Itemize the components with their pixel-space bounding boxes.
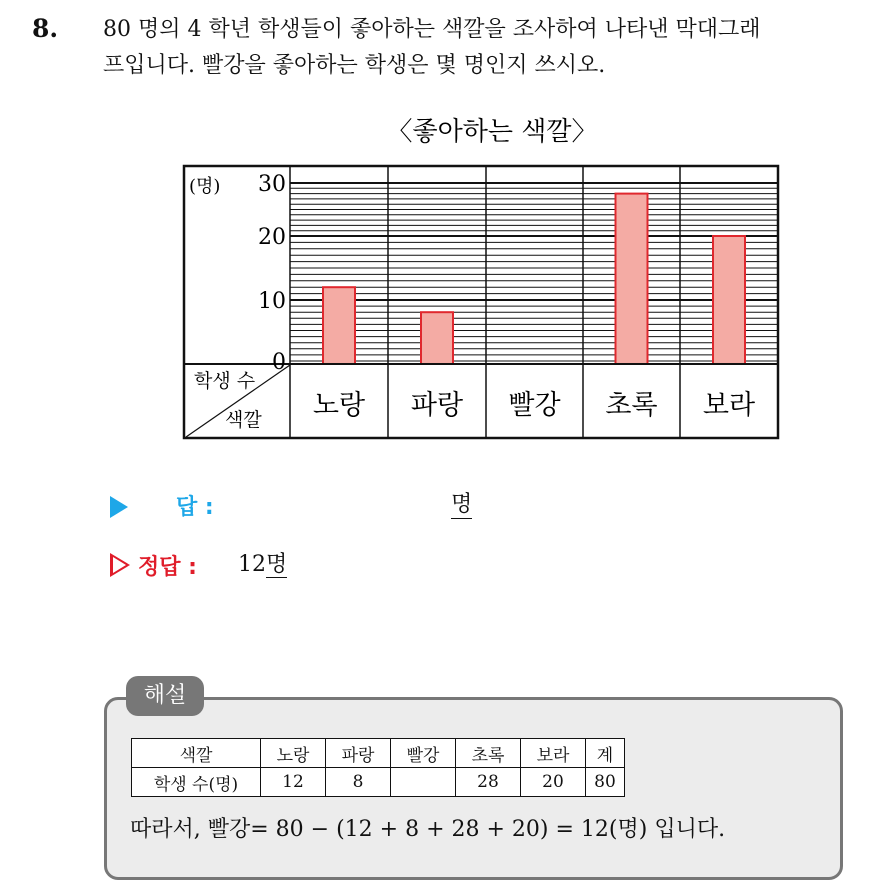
table-cell: 8 <box>326 768 391 797</box>
corner-bottom-label: 색깔 <box>225 409 262 431</box>
table-cell: 80 <box>586 768 625 797</box>
bar-5 <box>713 236 745 364</box>
y-tick-label: 10 <box>258 289 286 314</box>
explanation-table <box>131 738 625 797</box>
category-label: 파랑 <box>410 390 464 421</box>
y-tick-label: 20 <box>258 225 286 250</box>
bar-1 <box>323 287 355 364</box>
explanation-formula: 따라서, 빨강= 80 − (12 + 8 + 28 + 20) = 12(명) 입니다. <box>130 817 726 842</box>
y-tick-label: 30 <box>258 172 286 197</box>
y-tick-label: 0 <box>272 350 286 375</box>
y-unit-label: (명) <box>189 176 221 197</box>
table-cell: 20 <box>521 768 586 797</box>
chart-title: 〈좋아하는 색깔〉 <box>386 117 598 147</box>
explanation-tab: 해설 <box>126 676 204 716</box>
category-label: 보라 <box>702 390 756 421</box>
table-cell: 빨강 <box>391 739 456 768</box>
table-cell: 계 <box>586 739 625 768</box>
category-label: 초록 <box>605 390 658 421</box>
explanation-value-row <box>132 768 625 797</box>
question-number: 8. <box>32 14 59 43</box>
y-tick-labels <box>258 172 286 375</box>
table-cell: 파랑 <box>326 739 391 768</box>
table-cell: 28 <box>456 768 521 797</box>
table-cell: 노랑 <box>261 739 326 768</box>
correct-answer <box>238 552 287 578</box>
correct-label: 정답 : <box>138 555 197 580</box>
answer-unit[interactable]: 명 <box>451 492 473 517</box>
explanation-header-row <box>132 739 625 768</box>
category-label: 빨강 <box>508 390 561 421</box>
table-cell: 보라 <box>521 739 586 768</box>
chart-grid <box>290 183 778 361</box>
correct-arrow-icon <box>110 553 130 577</box>
table-cell: 학생 수(명) <box>132 768 261 797</box>
answer-arrow-icon <box>110 496 128 518</box>
question-line-2: 프입니다. 빨강을 좋아하는 학생은 몇 명인지 쓰시오. <box>103 53 606 78</box>
table-cell: 초록 <box>456 739 521 768</box>
chart-bars <box>323 194 745 364</box>
table-cell: 12 <box>261 768 326 797</box>
bar-4 <box>616 194 648 364</box>
category-label: 노랑 <box>312 390 366 421</box>
category-labels <box>313 390 755 421</box>
bar-2 <box>421 312 453 364</box>
question-line-1: 80 명의 4 학년 학생들이 좋아하는 색깔을 조사하여 나타낸 막대그래 <box>103 17 761 42</box>
correct-unit: 명 <box>266 552 288 577</box>
correct-value: 12 <box>238 552 266 577</box>
table-cell <box>391 768 456 797</box>
table-cell: 색깔 <box>132 739 261 768</box>
answer-label: 답 : <box>176 495 214 520</box>
corner-top-label: 학생 수 <box>194 370 256 392</box>
